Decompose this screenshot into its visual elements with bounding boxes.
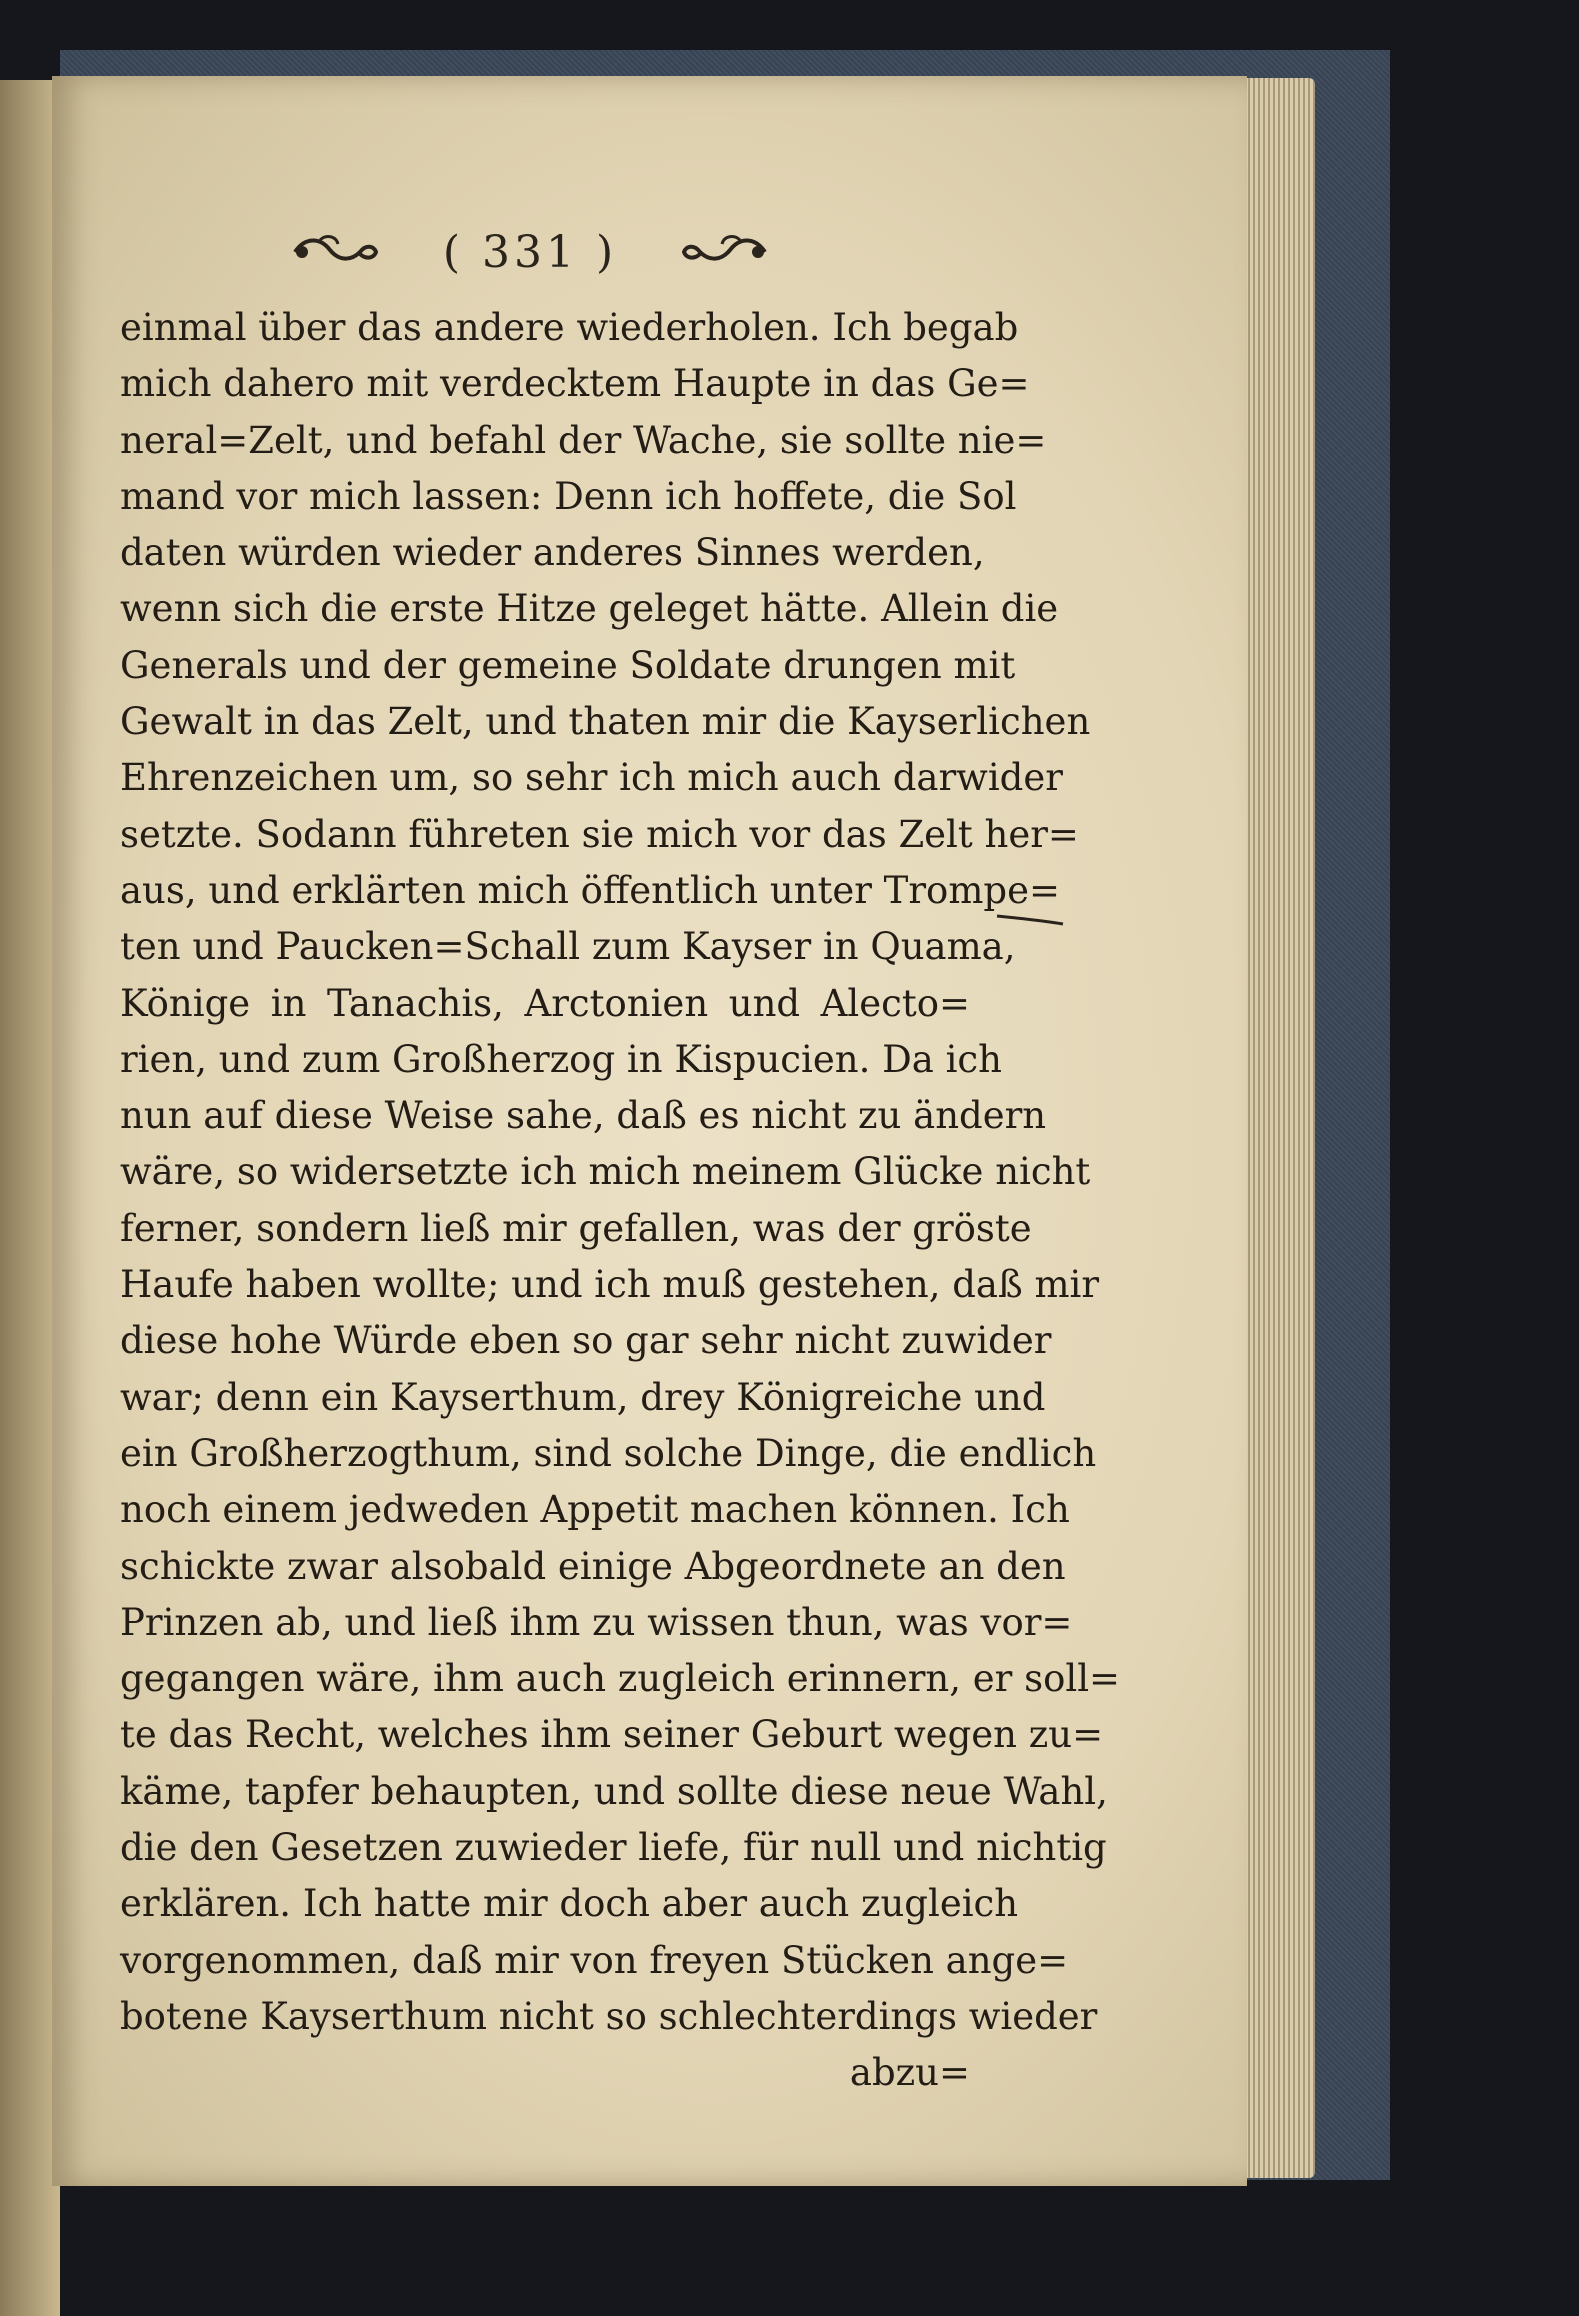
text-line: Ehrenzeichen um, so sehr ich mich auch darwider bbox=[120, 756, 1063, 800]
margin-pen-mark bbox=[995, 912, 1065, 926]
text-line: einmal über das andere wiederholen. Ich begab bbox=[120, 306, 1019, 349]
text-line: Prinzen ab, und ließ ihm zu wissen thun, was vor= bbox=[120, 1600, 1073, 1644]
body-text bbox=[120, 300, 1121, 2102]
ornament-right-icon bbox=[680, 232, 770, 272]
text-line: war; denn ein Kayserthum, drey Königreiche und bbox=[120, 1375, 1046, 1419]
text-line: noch einem jedweden Appetit machen können. Ich bbox=[120, 1488, 1070, 1532]
text-line: diese hohe Würde eben so gar sehr nicht zuwider bbox=[120, 1319, 1052, 1363]
text-line: gegangen wäre, ihm auch zugleich erinnern, er soll= bbox=[120, 1657, 1121, 1701]
text-line: die den Gesetzen zuwieder liefe, für null und nichtig bbox=[120, 1826, 1107, 1870]
facing-page-edge bbox=[0, 80, 60, 2316]
text-line: schickte zwar alsobald einige Abgeordnete an den bbox=[120, 1544, 1066, 1588]
text-line: ein Großherzogthum, sind solche Dinge, die endlich bbox=[120, 1431, 1097, 1475]
text-line: ten und Paucken=Schall zum Kayser in Quama, bbox=[120, 925, 1016, 969]
text-line: rien, und zum Großherzog in Kispucien. Da ich bbox=[120, 1037, 1002, 1081]
text-line: Könige in Tanachis, Arctonien und Alecto= bbox=[120, 981, 970, 1025]
ornament-left-icon bbox=[290, 232, 380, 272]
text-line: wäre, so widersetzte ich mich meinem Glücke nicht bbox=[120, 1150, 1091, 1194]
text-line: ferner, sondern ließ mir gefallen, was der gröste bbox=[120, 1206, 1032, 1250]
page-number: ( 331 ) bbox=[442, 226, 618, 278]
text-line: neral=Zelt, und befahl der Wache, sie sollte nie= bbox=[120, 418, 1047, 462]
text-line: nun auf diese Weise sahe, daß es nicht zu ändern bbox=[120, 1094, 1047, 1138]
text-line: Gewalt in das Zelt, und thaten mir die Kayserlichen bbox=[120, 700, 1091, 744]
text-line: Generals und der gemeine Soldate drungen mit bbox=[120, 643, 1016, 687]
text-line: käme, tapfer behaupten, und sollte diese neue Wahl, bbox=[120, 1769, 1108, 1813]
catchword: abzu= bbox=[849, 2051, 970, 2095]
text-line: daten würden wieder anderes Sinnes werden, bbox=[120, 531, 985, 575]
text-line: vorgenommen, daß mir von freyen Stücken ange= bbox=[120, 1938, 1069, 1982]
page-header bbox=[290, 222, 770, 282]
text-line: botene Kayserthum nicht so schlechterdings wieder bbox=[120, 1994, 1098, 2038]
text-line: wenn sich die erste Hitze geleget hätte. Allein die bbox=[120, 587, 1059, 631]
text-line: te das Recht, welches ihm seiner Geburt wegen zu= bbox=[120, 1713, 1104, 1757]
text-line: mand vor mich lassen: Denn ich hoffete, die Sol bbox=[120, 474, 1017, 518]
text-line: erklären. Ich hatte mir doch aber auch zugleich bbox=[120, 1882, 1019, 1926]
text-line: aus, und erklärten mich öffentlich unter Trompe= bbox=[120, 868, 1060, 912]
text-line: mich dahero mit verdecktem Haupte in das Ge= bbox=[120, 362, 1030, 406]
text-line: setzte. Sodann führeten sie mich vor das Zelt her= bbox=[120, 812, 1079, 856]
text-line: Haufe haben wollte; und ich muß gestehen, daß mir bbox=[120, 1263, 1100, 1307]
